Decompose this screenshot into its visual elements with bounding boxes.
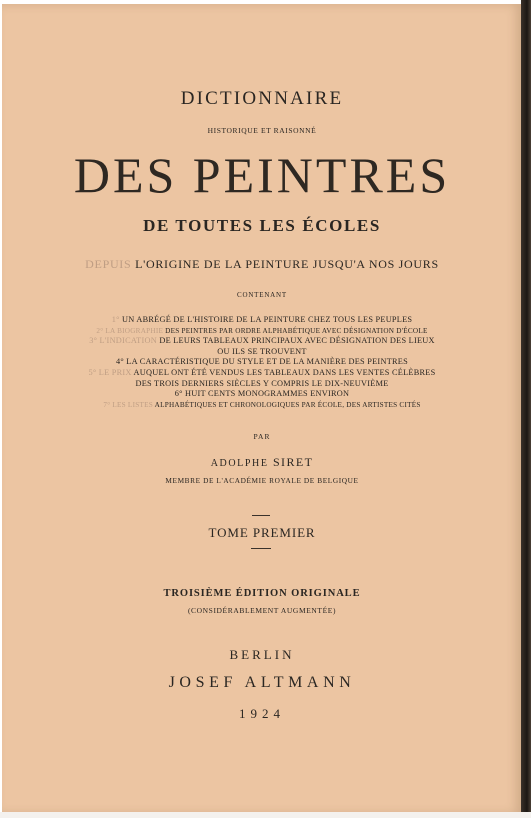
- schools-line: DE TOUTES LES ÉCOLES: [143, 216, 381, 235]
- author-last-name: SIRET: [272, 455, 314, 469]
- dictionary-heading: DICTIONNAIRE: [180, 88, 344, 109]
- contents-item-faded: 1°: [111, 315, 120, 324]
- contents-item-text: ALPHABÉTIQUES ET CHRONOLOGIQUES PAR ÉCOLE, DES ARTISTES CITÉS: [153, 400, 421, 409]
- contents-item-faded: 5° LE PRIX: [88, 367, 132, 377]
- contents-item-text: 4° LA CARACTÉRISTIQUE DU STYLE ET DE LA MANIÈRE DES PEINTRES: [116, 357, 408, 367]
- contents-item: [2, 357, 522, 368]
- contents-item-text: 6° HUIT CENTS MONOGRAMMES ENVIRON: [174, 389, 350, 399]
- edition-label: TROISIÈME ÉDITION ORIGINALE: [163, 588, 361, 599]
- publication-year: 1924: [239, 706, 285, 721]
- title-page: [2, 4, 523, 815]
- containing-label: CONTENANT: [237, 291, 287, 299]
- contents-item: [2, 368, 522, 379]
- contents-item: [2, 400, 522, 411]
- divider-rule: [251, 548, 271, 549]
- contents-item-faded: 2° LA BIOGRAPHIE: [96, 326, 164, 335]
- volume-label: TOME PREMIER: [208, 525, 316, 540]
- edition-note: (CONSIDÉRABLEMENT AUGMENTÉE): [187, 606, 337, 615]
- book-edge-shadow: [521, 0, 531, 818]
- subtitle-line: HISTORIQUE ET RAISONNÉ: [207, 126, 317, 135]
- author-affiliation: MEMBRE DE L'ACADÉMIE ROYALE DE BELGIQUE: [165, 476, 359, 485]
- since-faded-text: DEPUIS: [85, 257, 132, 271]
- contents-item-faded: 3° L'INDICATION: [89, 336, 157, 346]
- since-line: [2, 257, 522, 272]
- by-label: PAR: [253, 432, 271, 441]
- scan-margin: [0, 812, 531, 818]
- contents-item: [2, 336, 522, 347]
- contents-item: [2, 326, 522, 337]
- divider-rule: [252, 515, 270, 516]
- contents-list: [2, 315, 522, 410]
- publisher-city: BERLIN: [229, 647, 295, 662]
- contents-item: [2, 347, 522, 358]
- author-name: [2, 455, 522, 470]
- contents-item: [2, 379, 522, 390]
- contents-item: [2, 315, 522, 326]
- contents-item-text: AUQUEL ONT ÉTÉ VENDUS LES TABLEAUX DANS LES VENTES CÉLÈBRES: [131, 367, 436, 377]
- contents-item-text: DES PEINTRES PAR ORDRE ALPHABÉTIQUE AVEC DÉSIGNATION D'ÉCOLE: [163, 326, 428, 335]
- contents-item-text: OU ILS SE TROUVENT: [217, 346, 307, 356]
- contents-item-faded: 7° LES LISTES: [103, 400, 153, 409]
- since-text: L'ORIGINE DE LA PEINTURE JUSQU'A NOS JOURS: [131, 257, 439, 271]
- contents-item-text: UN ABRÉGÉ DE L'HISTOIRE DE LA PEINTURE CHEZ TOUS LES PEUPLES: [119, 315, 413, 324]
- publisher-name: JOSEF ALTMANN: [168, 674, 356, 691]
- contents-item: [2, 389, 522, 400]
- contents-item-text: DES TROIS DERNIERS SIÈCLES Y COMPRIS LE DIX-NEUVIÈME: [135, 378, 389, 388]
- contents-item-text: DE LEURS TABLEAUX PRINCIPAUX AVEC DÉSIGNATION DES LIEUX: [157, 336, 435, 346]
- main-title: DES PEINTRES: [73, 147, 451, 203]
- author-first-name: ADOLPHE: [210, 458, 269, 469]
